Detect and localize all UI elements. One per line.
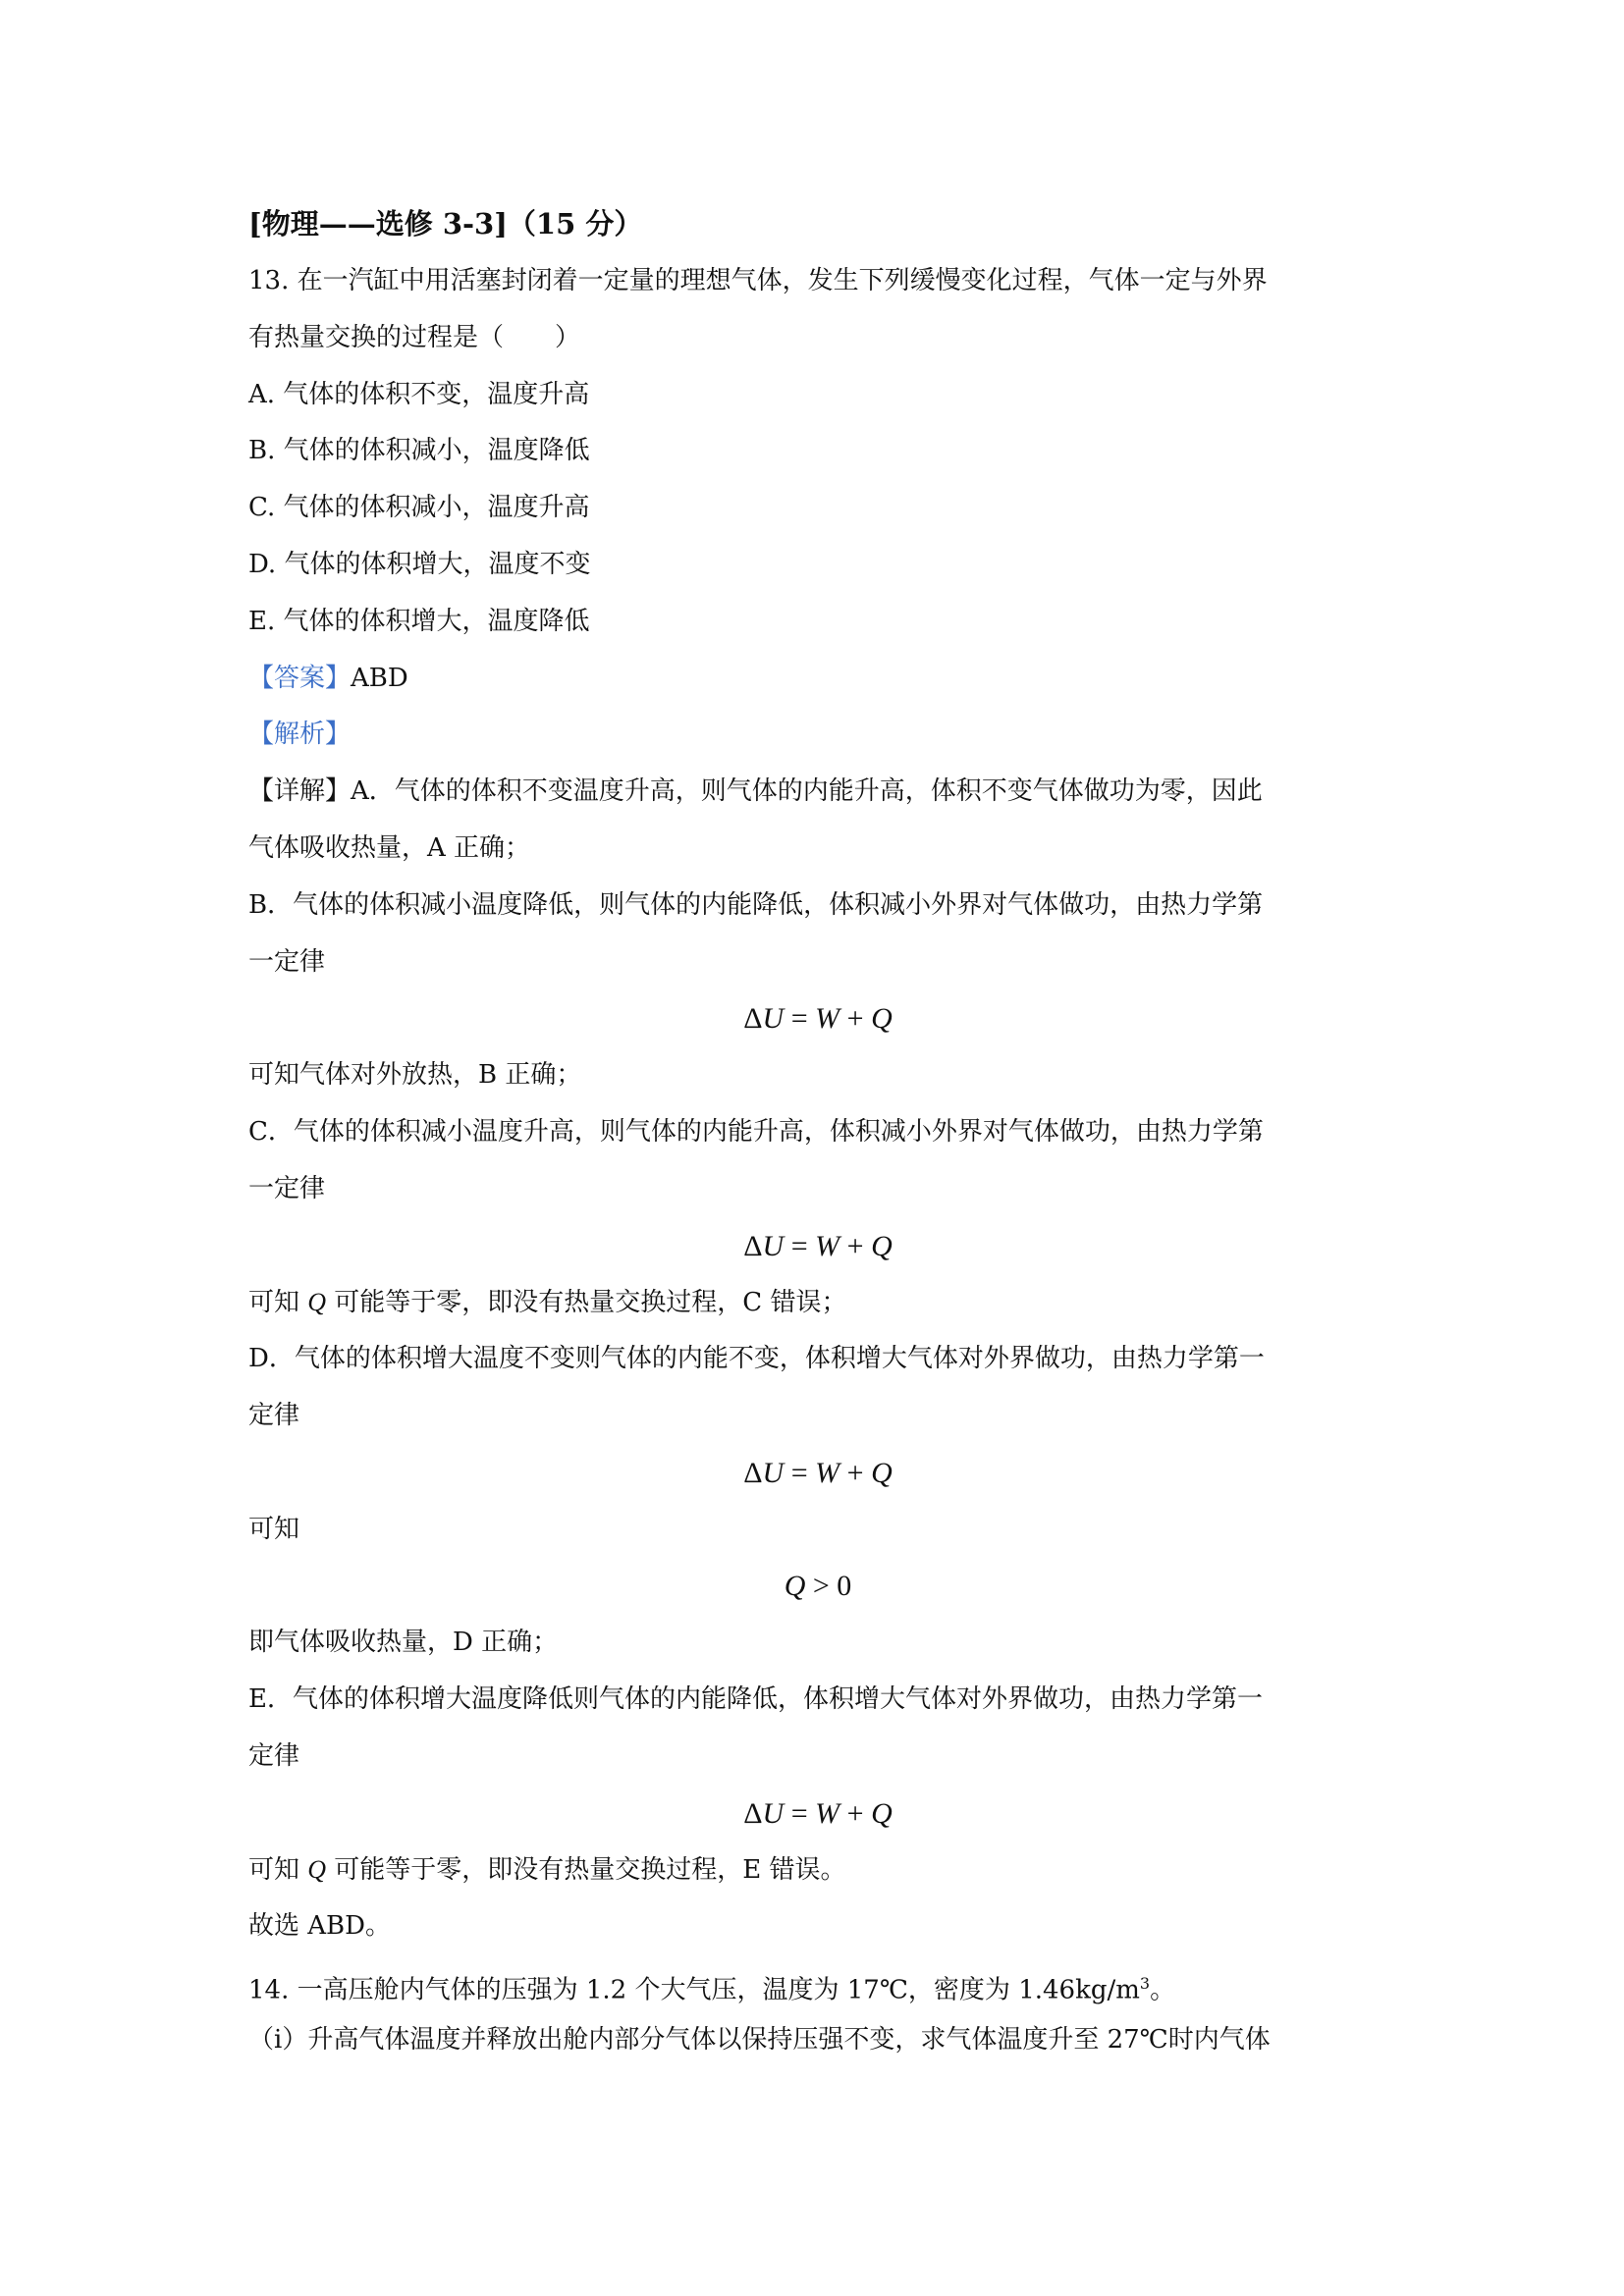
detail-c-line1: C．气体的体积减小温度升高，则气体的内能升高，体积减小外界对气体做功，由热力学第 — [248, 1116, 1264, 1147]
ineq-q: Q — [784, 1570, 806, 1603]
detail-d-conclusion: 即气体吸收热量，D 正确； — [248, 1628, 559, 1658]
formula-plus: + — [839, 1229, 872, 1262]
detail-a-line2: 气体吸收热量，A 正确； — [248, 832, 531, 863]
formula-eq: = — [784, 1796, 816, 1830]
answer-value: ABD — [351, 663, 408, 693]
q14-line1-sup: 3 — [1139, 1973, 1151, 1993]
q14-line1-end: 。 — [1150, 1975, 1176, 2005]
formula-first-law-e — [248, 1786, 1387, 1842]
answer-tag: 【答案】 — [248, 663, 352, 693]
c-conclusion-pre: 可知 — [248, 1288, 308, 1318]
analysis-tag: 【解析】 — [248, 720, 352, 750]
final-choice: 故选 ABD。 — [248, 1911, 391, 1942]
formula-delta: Δ — [743, 1456, 763, 1489]
formula-u: U — [762, 1229, 785, 1262]
detail-b-line2: 一定律 — [248, 946, 326, 977]
c-conclusion-post: 可能等于零，即没有热量交换过程，C 错误； — [326, 1288, 847, 1318]
section-heading: [物理——选修 3-3]（15 分） — [248, 207, 643, 240]
q13-option-e: E. 气体的体积增大，温度降低 — [248, 606, 590, 636]
q13-answer — [248, 651, 1387, 708]
detail-d-know: 可知 — [248, 1514, 300, 1544]
detail-d-line2: 定律 — [248, 1400, 300, 1430]
formula-first-law-c — [248, 1218, 1387, 1275]
detail-e-line2: 定律 — [248, 1740, 300, 1771]
formula-first-law-d — [248, 1445, 1387, 1502]
e-conclusion-var: Q — [307, 1855, 327, 1885]
formula-delta: Δ — [743, 1796, 763, 1830]
formula-first-law-b — [248, 990, 1387, 1047]
q13-option-d: D. 气体的体积增大，温度不变 — [248, 549, 591, 579]
formula-plus: + — [839, 1002, 872, 1036]
e-conclusion-pre: 可知 — [248, 1855, 308, 1886]
detail-tag: 【详解】 — [248, 776, 352, 807]
formula-w: W — [815, 1229, 840, 1262]
formula-u: U — [762, 1002, 785, 1036]
detail-d-line1: D．气体的体积增大温度不变则气体的内能不变，体积增大气体对外界做功，由热力学第一 — [248, 1344, 1265, 1374]
formula-q: Q — [871, 1002, 893, 1036]
detail-c-line2: 一定律 — [248, 1173, 326, 1203]
formula-w: W — [815, 1002, 840, 1036]
formula-u: U — [762, 1456, 785, 1489]
q13-option-c: C. 气体的体积减小，温度升高 — [248, 493, 590, 523]
q14-line1-main: 14. 一高压舱内气体的压强为 1.2 个大气压，温度为 17℃，密度为 1.46kg/m — [248, 1975, 1140, 2005]
detail-a-text: A．气体的体积不变温度升高，则气体的内能升高，体积不变气体做功为零，因此 — [351, 776, 1263, 807]
document-page — [248, 194, 1387, 2069]
formula-q: Q — [871, 1456, 893, 1489]
detail-e-conclusion — [248, 1842, 1387, 1898]
formula-q: Q — [871, 1229, 893, 1262]
formula-plus: + — [839, 1456, 872, 1489]
q14-line2: （i）升高气体温度并释放出舱内部分气体以保持压强不变，求气体温度升至 27℃时内气体 — [248, 2024, 1271, 2055]
formula-w: W — [815, 1796, 840, 1830]
detail-b-line1: B．气体的体积减小温度降低，则气体的内能降低，体积减小外界对气体做功，由热力学第 — [248, 889, 1264, 920]
detail-c-conclusion — [248, 1274, 1387, 1331]
formula-eq: = — [784, 1229, 816, 1262]
q13-option-a: A. 气体的体积不变，温度升高 — [248, 379, 590, 409]
q14-line1 — [248, 1955, 1387, 2012]
e-conclusion-post: 可能等于零，即没有热量交换过程，E 错误。 — [326, 1855, 846, 1886]
formula-eq: = — [784, 1002, 816, 1036]
ineq-rest: > 0 — [805, 1570, 852, 1603]
formula-u: U — [762, 1796, 785, 1830]
q13-stem-line2: 有热量交换的过程是（ ） — [248, 322, 581, 352]
formula-delta: Δ — [743, 1229, 763, 1262]
c-conclusion-var: Q — [307, 1288, 327, 1317]
q13-option-b: B. 气体的体积减小，温度降低 — [248, 436, 590, 466]
formula-w: W — [815, 1456, 840, 1489]
formula-q-positive — [248, 1558, 1387, 1615]
q13-stem-line1: 13. 在一汽缸中用活塞封闭着一定量的理想气体，发生下列缓慢变化过程，气体一定与外界 — [248, 266, 1268, 295]
detail-a-line1 — [248, 764, 1387, 821]
formula-eq: = — [784, 1456, 816, 1489]
detail-b-conclusion: 可知气体对外放热，B 正确； — [248, 1060, 582, 1091]
detail-e-line1: E．气体的体积增大温度降低则气体的内能降低，体积增大气体对外界做功，由热力学第一 — [248, 1683, 1263, 1714]
formula-plus: + — [839, 1796, 872, 1830]
formula-delta: Δ — [743, 1002, 763, 1036]
formula-q: Q — [871, 1796, 893, 1830]
